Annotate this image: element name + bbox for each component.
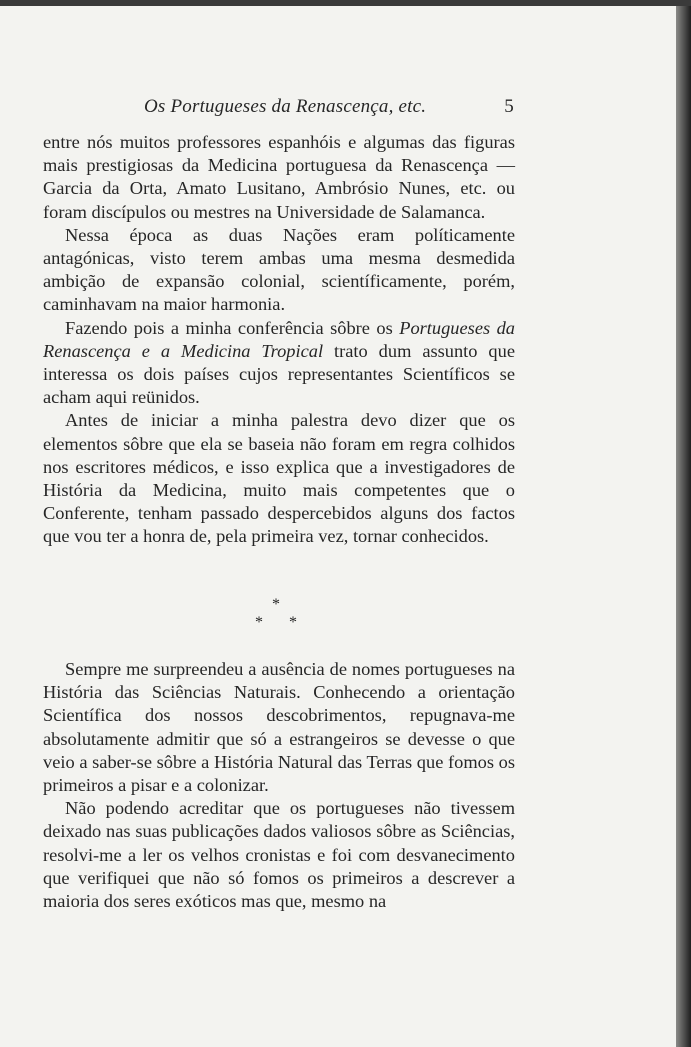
paragraph-5: Sempre me surpreendeu a ausência de nomes portugueses na História das Sciências Naturais. Conhecendo a orientação Scientífica dos nossos descobrimentos, repugnava-me absolutamente admitir que só a estrangeiros se devesse o que veio a saber-se sôbre a História Natural das Terras que fomos os primeiros a pisar e a colonizar. — [43, 659, 515, 796]
asterism-star: * — [272, 596, 280, 613]
paragraph-6: Não podendo acreditar que os portugueses não tivessem deixado nas suas publicações dados valiosos sôbre as Sciências, resolvi-me a ler os velhos cronistas e foi com desvanecimento que verifiquei que não só fomos os primeiros a descrever a maioria dos seres exóticos mas que, mesmo na — [43, 798, 515, 912]
asterism-star: * — [289, 614, 297, 631]
paragraph-3-start: Fazendo pois a minha conferência sôbre os — [65, 317, 393, 338]
conference-title: Portugueses da Renascença e a Medicina Tropical — [43, 317, 515, 361]
page-number: 5 — [504, 96, 514, 117]
paragraph-4: Antes de iniciar a minha palestra devo dizer que os elementos sôbre que ela se baseia não foram em regra colhidos nos escritores médicos, e isso explica que a investigadores de História da Medicina, muito mais competentes que o Conferente, tenham passado despercebidos alguns dos factos que vou ter a honra de, pela primeira vez, tornar conhecidos. — [43, 410, 515, 547]
text-block-lower — [43, 658, 515, 913]
running-title: Os Portugueses da Renascença, etc. — [144, 96, 427, 117]
asterism-star: * — [255, 614, 263, 631]
scan-right-edge — [676, 6, 691, 1047]
running-header — [144, 96, 514, 120]
paragraph-3 — [43, 317, 515, 410]
paragraph-2: Nessa época as duas Nações eram políticamente antagónicas, visto terem ambas uma mesma desmedida ambição de expansão colonial, scientíficamente, porém, caminhavam na maior harmonia. — [43, 224, 515, 315]
section-asterism — [240, 596, 320, 636]
paragraph-3-end: trato dum assunto que interessa os dois países cujos representantes Scientíficos se acham aqui reünidos. — [43, 340, 515, 408]
paragraph-1: entre nós muitos professores espanhóis e algumas das figuras mais prestigiosas da Medicina portuguesa da Renascença — Garcia da Orta, Amato Lusitano, Ambrósio Nunes, etc. ou foram discípulos ou mestres na Universidade de Salamanca. — [43, 132, 515, 222]
book-page — [0, 6, 676, 1047]
text-block-upper — [43, 131, 515, 549]
